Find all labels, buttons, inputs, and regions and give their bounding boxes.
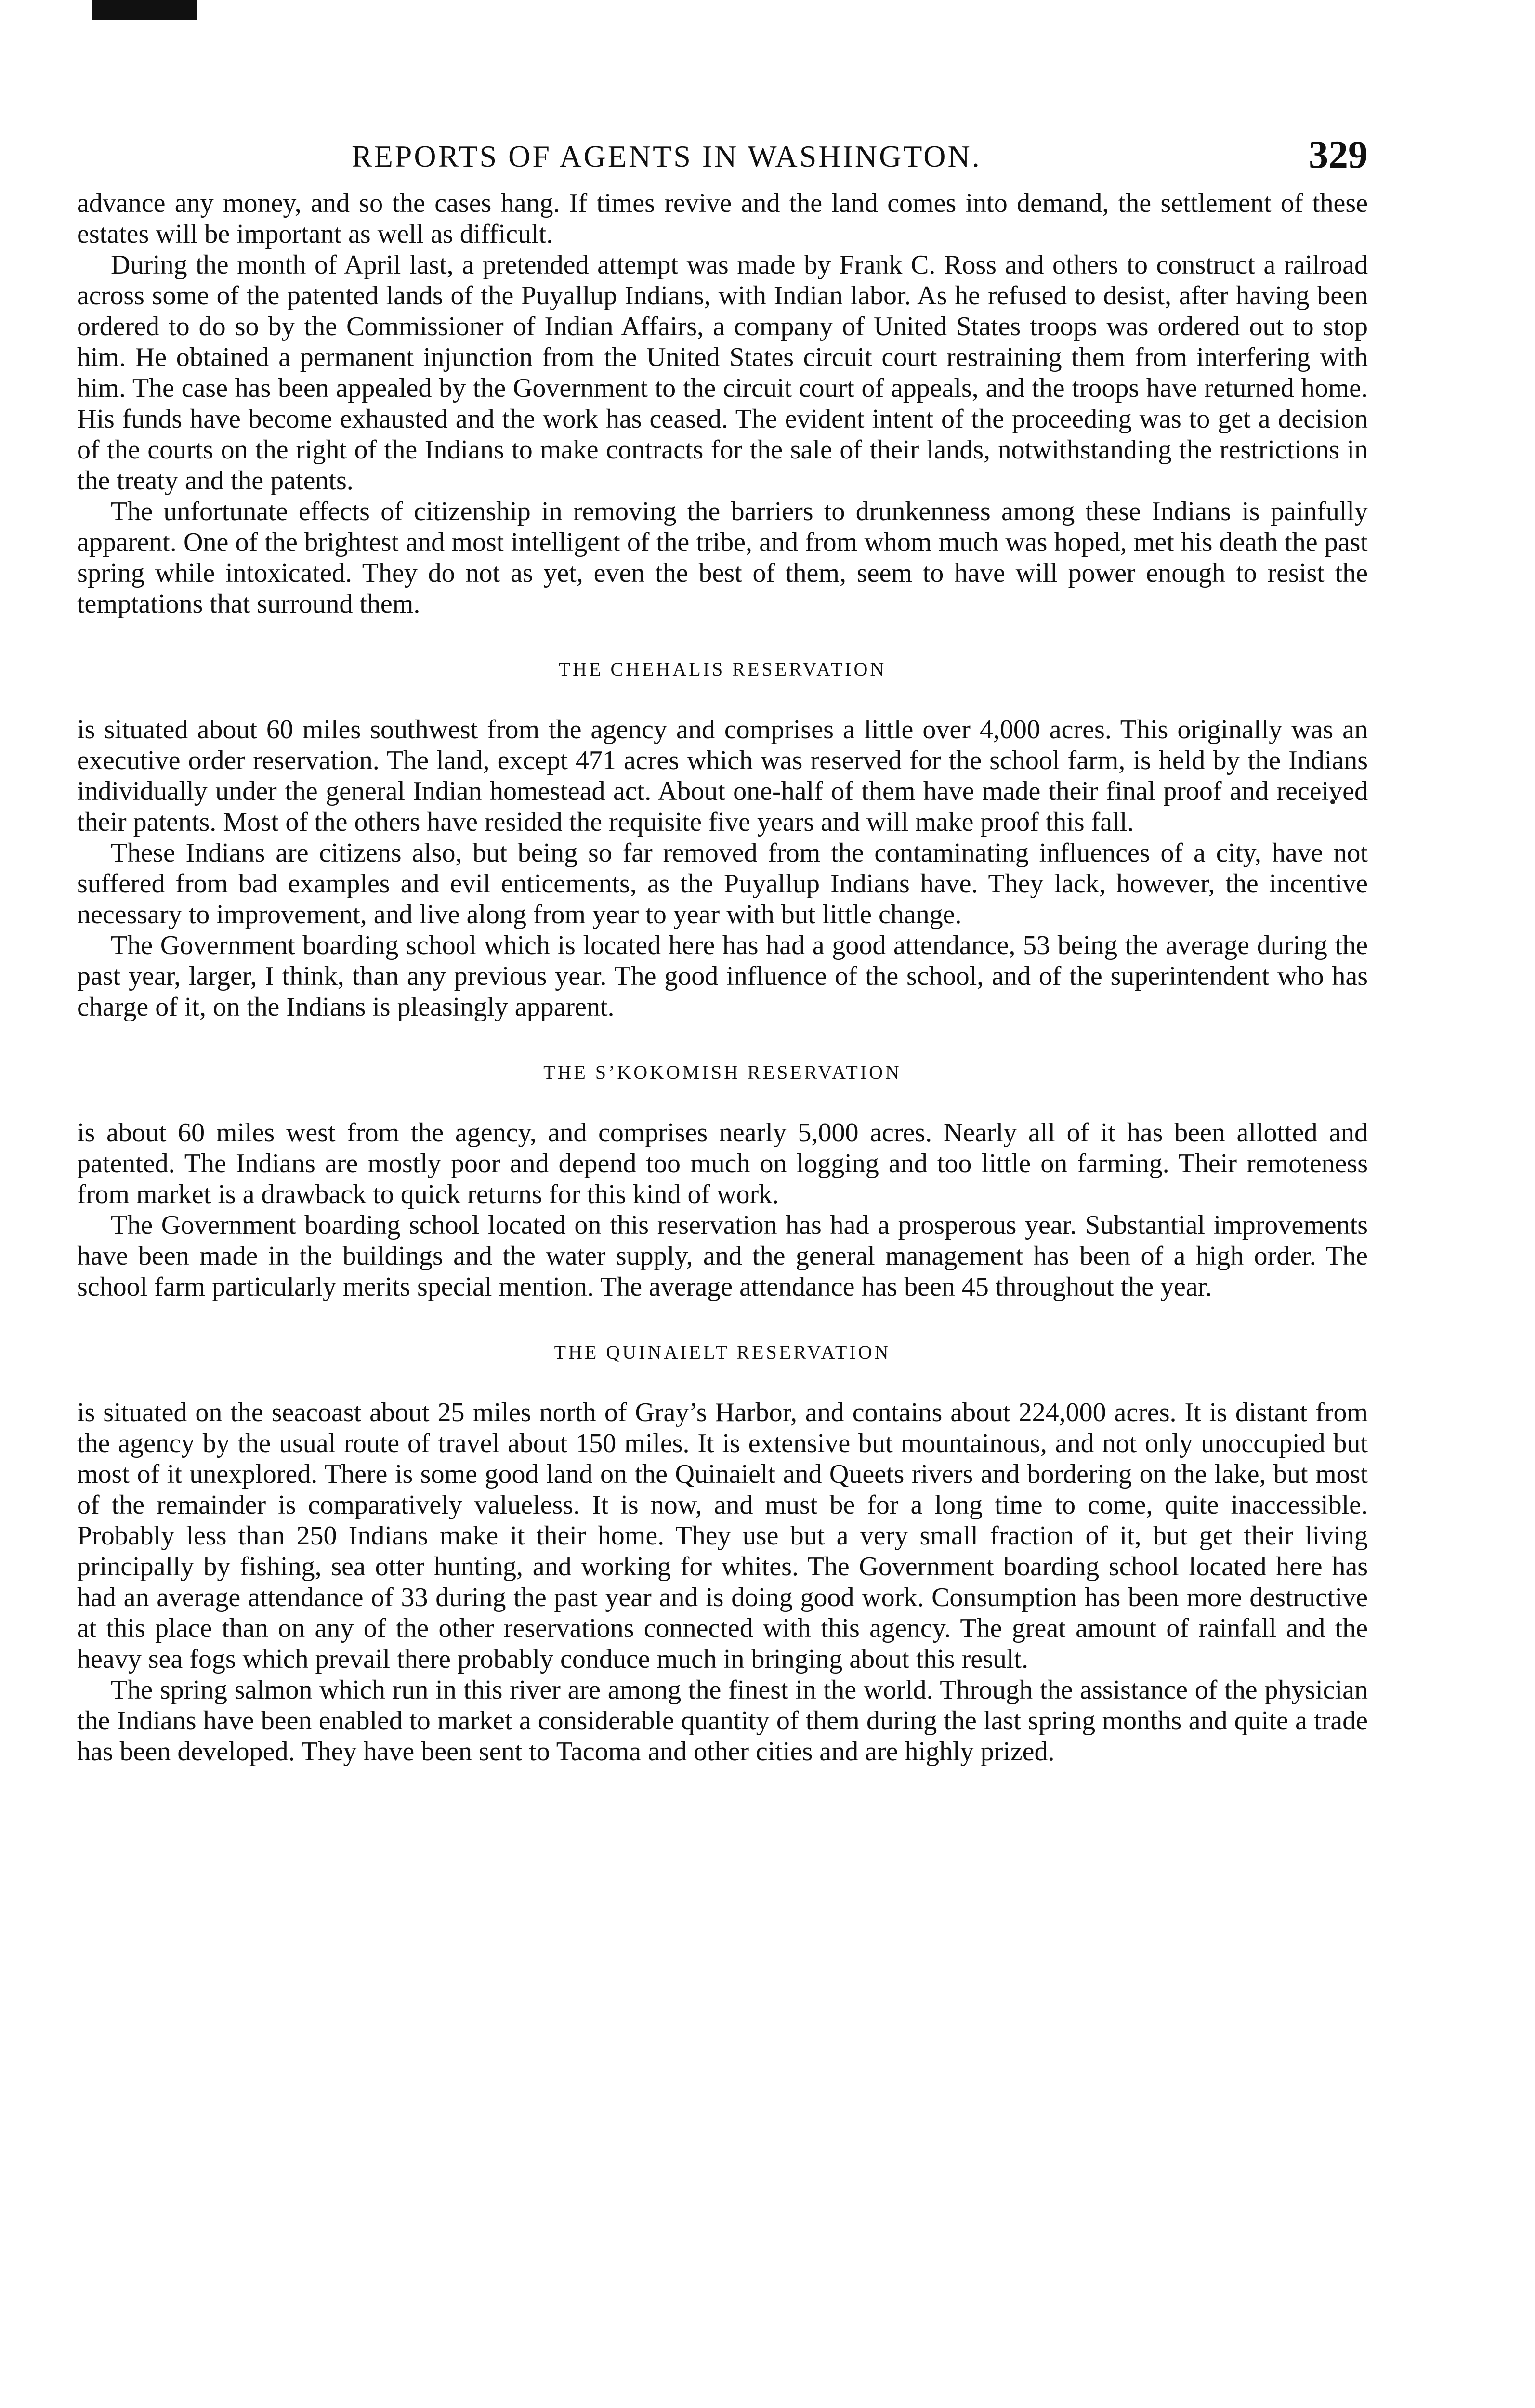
paragraph: These Indians are citizens also, but being so far removed from the contaminating influences of a city, have not suffered from bad examples and evil enticements, as the Puyallup Indians have. They lack, however, the incentive necessary to improvement, and live along from year to year with but little change. xyxy=(77,838,1368,929)
paragraph: The unfortunate effects of citizenship in removing the barriers to drunkenness among these Indians is painfully apparent. One of the brightest and most intelligent of the tribe, and from whom much was hoped, met his death the past spring while intoxicated. They do not as yet, even the best of them, seem to have will power enough to resist the temptations that surround them. xyxy=(77,497,1368,619)
scan-edge-mark xyxy=(92,0,197,20)
paragraph: The Government boarding school which is located here has had a good attendance, 53 being the average during the past year, larger, I think, than any previous year. The good influence of the school, and of the superintendent who has charge of it, on the Indians is pleasingly apparent. xyxy=(77,930,1368,1022)
document-page xyxy=(77,116,1368,1767)
quinaielt-section xyxy=(77,1341,1368,1767)
page-number: 329 xyxy=(1309,132,1368,176)
paragraph: During the month of April last, a pretended attempt was made by Frank C. Ross and others to construct a railroad across some of the patented lands of the Puyallup Indians, with Indian labor. As he refused to desist, after having been ordered to do so by the Commissioner of Indian Affairs, a company of United States troops was ordered out to stop him. He obtained a permanent injunction from the United States circuit court restraining them from interfering with him. The case has been appealed by the Government to the circuit court of appeals, and the troops have returned home. His funds have become exhausted and the work has ceased. The evident intent of the proceeding was to get a decision of the courts on the right of the Indians to make contracts for the sale of their lands, notwithstanding the restrictions in the treaty and the patents. xyxy=(77,250,1368,496)
chehalis-section xyxy=(77,658,1368,1022)
paragraph: The spring salmon which run in this river are among the finest in the world. Through the assistance of the physician the Indians have been enabled to market a considerable quantity of them during the last spring months and quite a trade has been developed. They have been sent to Tacoma and other cities and are highly prized. xyxy=(77,1675,1368,1767)
paragraph: is about 60 miles west from the agency, and comprises nearly 5,000 acres. Nearly all of it has been allotted and patented. The Indians are mostly poor and depend too much on logging and too little on farming. Their remoteness from market is a drawback to quick returns for this kind of work. xyxy=(77,1118,1368,1209)
running-head xyxy=(77,116,1368,188)
paragraph: advance any money, and so the cases hang. If times revive and the land comes into demand, the settlement of these estates will be important as well as difficult. xyxy=(77,188,1368,249)
section-heading: THE QUINAIELT RESERVATION xyxy=(554,1341,891,1363)
section-heading: THE S’KOKOMISH RESERVATION xyxy=(543,1061,902,1083)
paragraph: is situated about 60 miles southwest from the agency and comprises a little over 4,000 acres. This originally was an executive order reservation. The land, except 471 acres which was reserved for the school farm, is held by the Indians individually under the general Indian homestead act. About one-half of them have made their final proof and received their patents. Most of the others have resided the requisite five years and will make proof this fall. xyxy=(77,715,1368,837)
section-heading: THE CHEHALIS RESERVATION xyxy=(558,658,887,680)
intro-section xyxy=(77,188,1368,619)
skokomish-section xyxy=(77,1061,1368,1302)
running-title: REPORTS OF AGENTS IN WASHINGTON. xyxy=(352,139,982,173)
paragraph: The Government boarding school located on this reservation has had a prosperous year. Substantial improvements have been made in the buildings and the water supply, and the general management has been of a high order. The school farm particularly merits special mention. The average attendance has been 45 throughout the year. xyxy=(77,1210,1368,1302)
paragraph: is situated on the seacoast about 25 miles north of Gray’s Harbor, and contains about 224,000 acres. It is distant from the agency by the usual route of travel about 150 miles. It is extensive but mountainous, and not only unoccupied but most of it unexplored. There is some good land on the Quinaielt and Queets rivers and bordering on the lake, but most of the remainder is comparatively valueless. It is now, and must be for a long time to come, quite inaccessible. Probably less than 250 Indians make it their home. They use but a very small fraction of it, but get their living principally by fishing, sea otter hunting, and working for whites. The Government boarding school located here has had an average attendance of 33 during the past year and is doing good work. Consumption has been more destructive at this place than on any of the other reservations connected with this agency. The great amount of rainfall and the heavy sea fogs which prevail there probably conduce much in bringing about this result. xyxy=(77,1398,1368,1674)
